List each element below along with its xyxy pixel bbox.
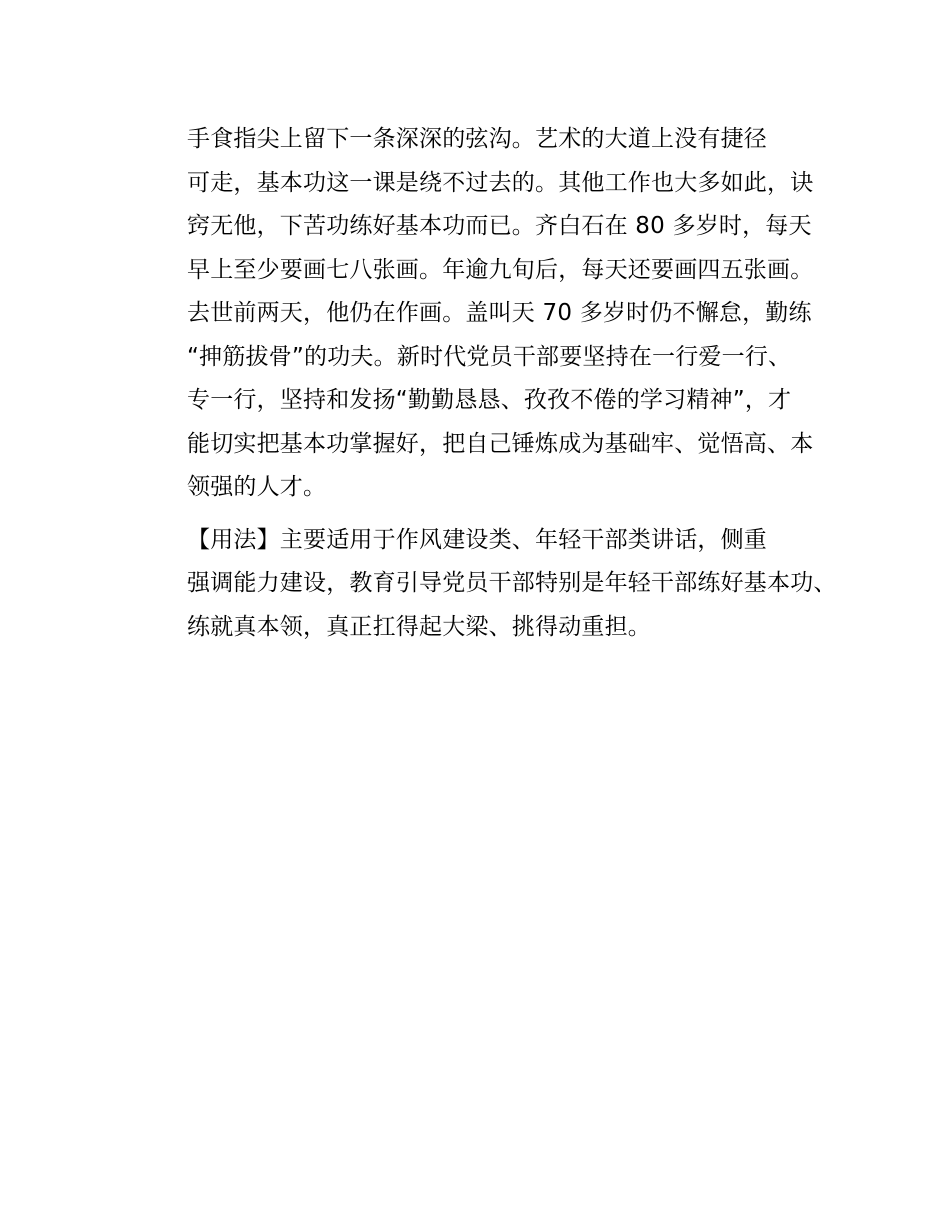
text-line: 去世前两天，他仍在作画。盖叫天 70 多岁时仍不懈怠，勤练 xyxy=(187,300,812,326)
text-line: 强调能力建设，教育引导党员干部特别是年轻干部练好基本功、 xyxy=(187,570,837,596)
paragraph-usage xyxy=(141,519,837,650)
text-line: 能切实把基本功掌握好，把自己锤炼成为基础牢、觉悟高、本 xyxy=(187,430,814,457)
text-line: 【用法】主要适用于作风建设类、年轻干部类讲话，侧重 xyxy=(187,526,767,553)
text-line: “抻筋拔骨”的功夫。新时代党员干部要坚持在一行爱一行、 xyxy=(187,343,792,370)
text-line: 领强的人才。 xyxy=(187,474,327,500)
text-line: 专一行，坚持和发扬“勤勤恳恳、孜孜不倦的学习精神”，才 xyxy=(187,387,792,413)
text-line: 练就真本领，真正扛得起大梁、挑得动重担。 xyxy=(187,613,651,640)
paragraph-body xyxy=(141,118,816,510)
text-line: 窍无他，下苦功练好基本功而已。齐白石在 80 多岁时，每天 xyxy=(187,213,812,239)
text-line: 早上至少要画七八张画。年逾九旬后，每天还要画四五张画。 xyxy=(187,256,814,283)
text-line: 手食指尖上留下一条深深的弦沟。艺术的大道上没有捷径 xyxy=(187,126,767,152)
text-line: 可走，基本功这一课是绕不过去的。其他工作也大多如此，诀 xyxy=(187,169,814,196)
